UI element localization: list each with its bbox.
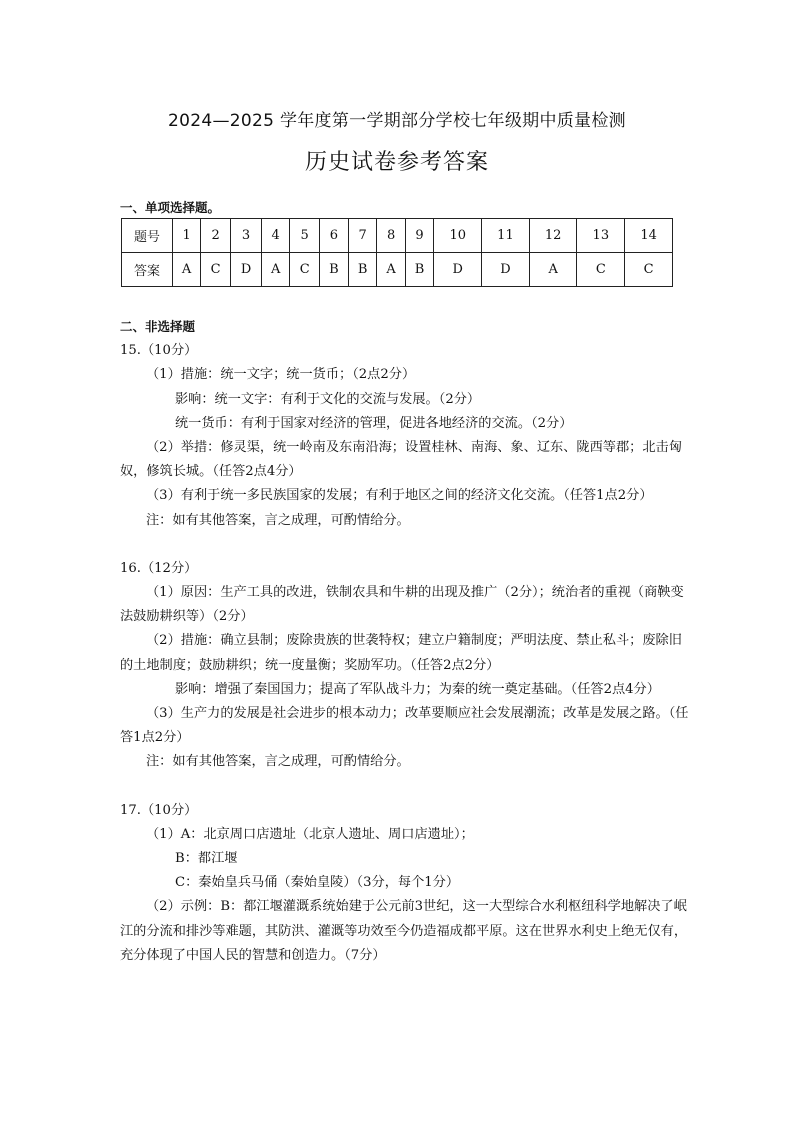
- answer-cell: D: [482, 253, 530, 287]
- q17-line: C：秦始皇兵马俑（秦始皇陵）（3分，每个1分）: [175, 875, 460, 891]
- question-number-row: [122, 219, 673, 253]
- q17-line: B：都江堰: [175, 851, 238, 867]
- answer-cell: A: [529, 253, 577, 287]
- answer-cell: B: [320, 253, 349, 287]
- question-number: 7: [348, 219, 377, 253]
- q16-line: （1）原因：生产工具的改进，铁制农具和牛耕的出现及推广（2分）；统治者的重视（商鞅变法鼓励耕织等）（2分）: [120, 585, 684, 625]
- spacer: [120, 775, 690, 799]
- q15-note: 注：如有其他答案，言之成理，可酌情给分。: [146, 512, 410, 528]
- section2-body: [120, 315, 690, 968]
- q16-line: 影响：增强了秦国国力；提高了军队战斗力；为秦的统一奠定基础。（任答2点4分）: [175, 681, 660, 697]
- q15-line: （1）措施：统一文字；统一货币；（2点2分）: [146, 367, 416, 383]
- question-number: 13: [577, 219, 625, 253]
- question-number: 8: [377, 219, 405, 253]
- question-number: 1: [173, 219, 201, 253]
- document-subtitle: 历史试卷参考答案: [304, 150, 489, 175]
- answer-row: [122, 253, 673, 287]
- question-number: 14: [625, 219, 673, 253]
- q15-line: （3）有利于统一多民族国家的发展；有利于地区之间的经济文化交流。（任答1点2分）: [146, 488, 653, 504]
- question-number: 11: [482, 219, 530, 253]
- question-number: 2: [201, 219, 231, 253]
- question-number: 9: [405, 219, 434, 253]
- section1-heading: 一、单项选择题。: [120, 200, 221, 215]
- question-number: 5: [290, 219, 320, 253]
- document-title: 2024—2025 学年度第一学期部分学校七年级期中质量检测: [168, 111, 626, 131]
- q16-note: 注：如有其他答案，言之成理，可酌情给分。: [146, 754, 410, 770]
- row-label-answer: 答案: [122, 253, 173, 287]
- answer-cell: C: [625, 253, 673, 287]
- question-number: 10: [434, 219, 482, 253]
- answer-cell: A: [262, 253, 290, 287]
- answer-cell: A: [173, 253, 201, 287]
- answer-cell: C: [290, 253, 320, 287]
- answer-table: [121, 218, 673, 287]
- q16-line: （3）生产力的发展是社会进步的根本动力；改革要顺应社会发展潮流；改革是发展之路。（任答1点2分）: [120, 706, 689, 746]
- answer-cell: B: [348, 253, 377, 287]
- answer-cell: D: [434, 253, 482, 287]
- q17-line: （2）示例：B：都江堰灌溉系统始建于公元前3世纪，这一大型综合水利枢纽科学地解决了岷江的分流和排沙等难题，其防洪、灌溉等功效至今仍造福成都平原。这在世界水利史上绝无仅有，充分体现了中国人民的智慧和创造力。（7分）: [120, 899, 688, 963]
- q15-line: 统一货币：有利于国家对经济的管理，促进各地经济的交流。（2分）: [175, 415, 573, 431]
- question-number: 6: [320, 219, 349, 253]
- question-number: 4: [262, 219, 290, 253]
- question-number: 12: [529, 219, 577, 253]
- q16-title: 16.（12分）: [120, 560, 198, 576]
- answer-cell: C: [201, 253, 231, 287]
- answer-cell: D: [231, 253, 262, 287]
- section2-heading: 二、非选择题: [120, 319, 196, 334]
- q16-line: （2）措施：确立县制；废除贵族的世袭特权；建立户籍制度；严明法度、禁止私斗；废除旧的土地制度；鼓励耕织；统一度量衡；奖励军功。（任答2点2分）: [120, 633, 682, 673]
- q17-line: （1）A：北京周口店遗址（北京人遗址、周口店遗址）；: [146, 826, 474, 842]
- answer-cell: C: [577, 253, 625, 287]
- answer-cell: B: [405, 253, 434, 287]
- question-number: 3: [231, 219, 262, 253]
- row-label-question: 题号: [122, 219, 173, 253]
- spacer: [120, 533, 690, 557]
- q15-line: （2）举措：修灵渠，统一岭南及东南沿海；设置桂林、南海、象、辽东、陇西等郡；北击匈奴，修筑长城。（任答2点4分）: [120, 440, 682, 480]
- answer-cell: A: [377, 253, 405, 287]
- q15-line: 影响：统一文字：有利于文化的交流与发展。（2分）: [175, 391, 481, 407]
- q17-title: 17.（10分）: [120, 802, 198, 818]
- q15-title: 15.（10分）: [120, 343, 198, 359]
